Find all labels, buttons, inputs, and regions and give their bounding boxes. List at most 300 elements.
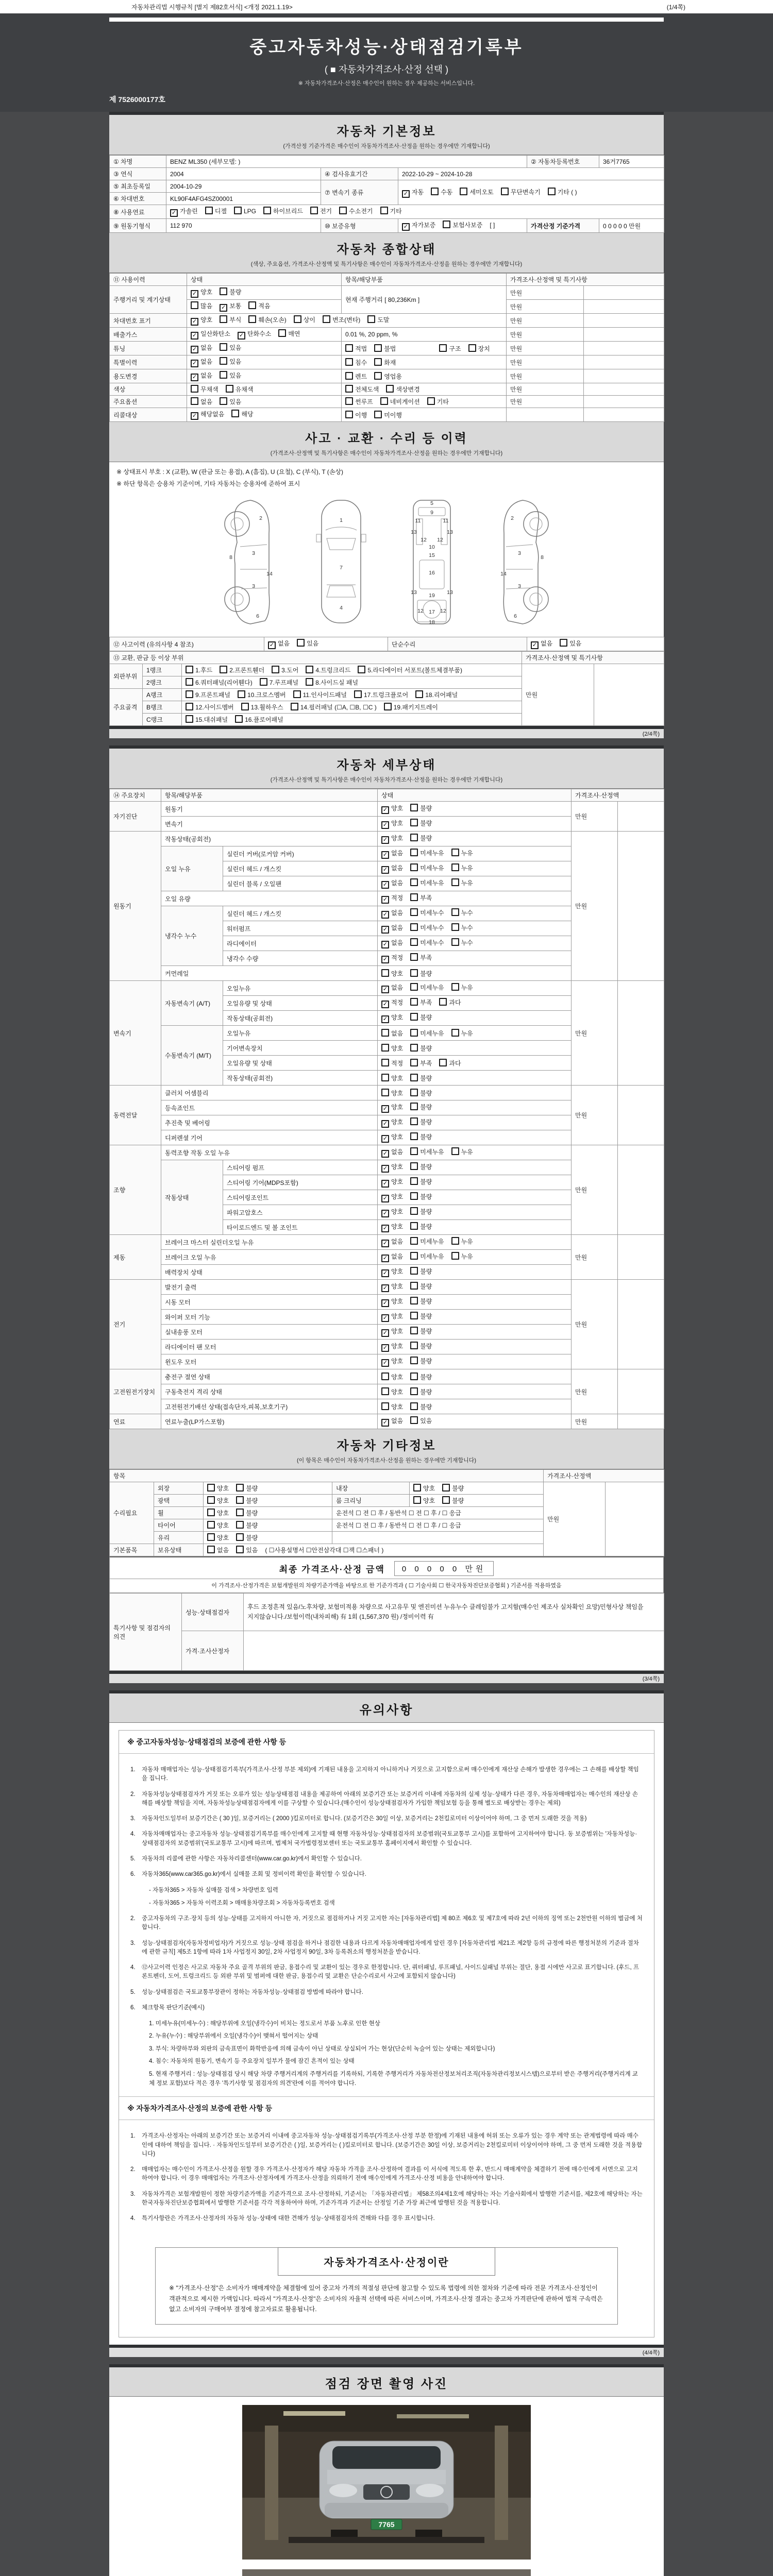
checkbox-label: 있음 [420, 1417, 432, 1425]
checkbox-label: 없음 [200, 372, 213, 379]
svg-text:4: 4 [340, 605, 343, 611]
checkbox-label: 양호 [391, 1074, 404, 1082]
price-header: 가격조사·산정액 및 특기사항 [522, 652, 664, 664]
state-cell [187, 355, 342, 369]
checkbox-option [381, 849, 403, 859]
checkbox-group [381, 1014, 439, 1021]
checkbox-option [451, 1029, 473, 1038]
notice-item-number: 2. [130, 1791, 136, 1798]
table-row [110, 286, 664, 300]
checkbox-option [272, 666, 298, 674]
checkbox-icon [410, 1177, 418, 1185]
row-label: 색상 [110, 383, 187, 396]
rank-label: 2랭크 [143, 676, 182, 689]
row-label: 주행거리 및 계기상태 [110, 286, 187, 314]
checkbox-icon [191, 397, 198, 405]
rank-label: A랭크 [143, 689, 182, 701]
table-row [110, 1145, 664, 1160]
overall-header [109, 233, 664, 273]
checkbox-option [207, 1546, 229, 1554]
item-label: 고전원전기배선 상태(접속단자,피복,보호기구) [161, 1399, 378, 1414]
state-cell [378, 1354, 572, 1369]
notice-item-text: 성능·상태점검자(자동차정비업자)가 거짓으로 성능·상태 점검을 하거나 점검한 내용과 다르게 자동차매매업자에게 알린 경우 [자동차관리법 제21조 제2항 등의 규정에 따른 행정처분의 기준과 절차에 관한 규칙] 제5조 1항에 따라 1차 사업정지 30일, 2차 사업정지 90일, 3차 등록취소의 행정처분을 받습니다. [142, 1940, 639, 1955]
checkbox-option [381, 1402, 403, 1411]
checkbox-option [220, 397, 241, 406]
note-cell [584, 342, 664, 355]
checkbox-icon [248, 315, 256, 323]
checkbox-group [345, 386, 427, 393]
field-value: 36거7765 [599, 156, 664, 168]
checkbox-icon [384, 703, 392, 710]
checkbox-label: 불량 [420, 1403, 432, 1411]
field-label: ③ 연식 [110, 168, 166, 180]
notice-item-number: 3. [130, 1940, 136, 1946]
device-group-label: 자기진단 [110, 802, 161, 832]
field-label: ② 자동차등록번호 [527, 156, 599, 168]
checkbox-option [191, 287, 212, 298]
final-price-label: 최종 가격조사·산정 금액 [279, 1565, 385, 1574]
table-row [110, 205, 664, 219]
state-cell [378, 1369, 572, 1384]
checkbox-label: 미세누유 [420, 1253, 444, 1260]
checkbox-option [170, 207, 198, 217]
checkbox-label: 불량 [420, 1223, 432, 1230]
rank-options [182, 701, 522, 714]
checkbox-group [381, 1090, 439, 1097]
checkbox-icon [442, 1496, 450, 1504]
checkbox-option [451, 923, 473, 932]
checkbox-option [410, 1252, 444, 1261]
checkbox-option [291, 703, 377, 711]
svg-text:16: 16 [429, 570, 435, 576]
svg-text:3: 3 [252, 550, 255, 556]
checkbox-icon [207, 1546, 215, 1553]
checkbox-icon [367, 315, 375, 323]
checkbox-label: 없음 [391, 1417, 404, 1425]
checkbox-label: 미세누유 [420, 1148, 444, 1156]
checkbox-checked-icon: ✓ [381, 851, 389, 859]
svg-text:5: 5 [430, 500, 433, 506]
checkbox-label: 미이행 [384, 411, 402, 419]
checkbox-group [207, 1510, 265, 1517]
checkbox-group [186, 679, 365, 686]
checkbox-label: 이행 [355, 411, 367, 419]
checkbox-group [381, 850, 480, 857]
item-label: 배력장치 상태 [161, 1265, 378, 1280]
passenger-car-note: ※ 하단 항목은 승용차 기준이며, 기타 자동차는 승용차에 준하여 표시 [116, 480, 300, 487]
sheet-page-1 [109, 112, 664, 729]
checkbox-label: 불량 [420, 1328, 432, 1335]
checkbox-option [451, 1252, 473, 1261]
checkbox-label: 불량 [420, 1044, 432, 1052]
checkbox-label: 누수 [461, 924, 473, 931]
sheet-page-3 [109, 1690, 664, 2348]
checkbox-icon [451, 938, 459, 946]
checkbox-label: 양호 [391, 1298, 404, 1305]
checkbox-checked-icon: ✓ [191, 374, 198, 381]
checkbox-group [381, 1358, 439, 1365]
notice-item-number: 4. [130, 1831, 136, 1838]
checkbox-label: 불량 [420, 805, 432, 812]
checkbox-checked-icon: ✓ [402, 223, 410, 231]
checkbox-checked-icon: ✓ [531, 641, 539, 649]
state-cell [378, 1130, 572, 1145]
checkbox-option [236, 1546, 258, 1554]
price-base-value: 0 0 0 0 0 만원 [599, 219, 664, 233]
checkbox-icon [451, 1147, 459, 1155]
sub-group-label: 수동변속기 (M/T) [161, 1026, 223, 1086]
basic-info-table [109, 155, 664, 233]
table-row [110, 981, 664, 996]
checkbox-icon [415, 690, 423, 698]
notice-item-text: 자동차의 리콜에 관한 사항은 자동차리콜센터(www.car.go.kr)에서 확인할 수 있습니다. [142, 1855, 362, 1862]
checkbox-option [442, 1484, 464, 1493]
checkbox-label: 누유 [461, 850, 473, 857]
row-label: 용도변경 [110, 369, 187, 383]
item-cell [342, 369, 507, 383]
checkbox-group [381, 1223, 439, 1230]
state-cell [378, 802, 572, 817]
state-cell [378, 817, 572, 832]
checkbox-group [191, 386, 261, 393]
note-cell [618, 802, 664, 832]
table-row [110, 1369, 664, 1384]
sheet-page-2 [109, 745, 664, 1674]
checkbox-label: 자가보증 [412, 222, 436, 229]
checkbox-label: 양호 [391, 1014, 404, 1021]
checkbox-icon [191, 385, 198, 393]
col-device: ⑭ 주요장치 [110, 789, 161, 802]
state-cell [378, 1056, 572, 1071]
price-cell: 만원 [572, 832, 618, 981]
notice-item-text: ⑫사고이력 인정은 사고로 자동차 주요 골격 부위의 판금, 용접수리 및 교환이 있는 경우로 한정합니다. 단, 쿼터패널, 루프패널, 사이드실패널 부위는 절단, 용접 시에만 사고로 표기합니다. (후드, 프론트펜더, 도어, 트렁크리드 등 외판 부위 및 범퍼에 대한 판금, 용접수리 및 교환은 단순수리로서 사고에 포함되지 않습니다) [142, 1964, 640, 1980]
checkbox-icon [548, 188, 556, 195]
checkbox-label: 썬루프 [355, 398, 373, 405]
checkbox-label: 불량 [420, 1388, 432, 1396]
checkbox-option [220, 666, 264, 674]
item-label: 실린더 블록 / 오일팬 [223, 876, 378, 891]
checkbox-option [410, 923, 444, 932]
checkbox-label: 불량 [420, 970, 432, 977]
checkbox-option [410, 1402, 432, 1411]
checkbox-group [381, 954, 439, 961]
checkbox-option [410, 849, 444, 857]
item-label: 실린더 커버(로커암 커버) [223, 846, 378, 861]
checkbox-option [410, 1357, 432, 1365]
checkbox-option [531, 639, 552, 649]
checkbox-label: 구조 [449, 345, 461, 352]
checkbox-group [345, 398, 456, 405]
checkbox-label: 누유 [461, 879, 473, 887]
checkbox-icon [443, 221, 450, 228]
checkbox-icon [410, 1132, 418, 1140]
checkbox-option [191, 329, 230, 340]
checkbox-option [381, 1372, 403, 1381]
checkbox-group [381, 909, 480, 917]
state-cell [187, 369, 342, 383]
checkbox-group [381, 1133, 439, 1141]
final-price-note: 이 가격조사·산정가격은 보험개발원의 차량기준가액을 바탕으로 한 기준가격과 ( ☐ 기술사회 ☐ 한국자동차진단보증협회 ) 기준서를 적용하였음 [109, 1579, 664, 1593]
item-label: 실린더 헤드 / 개스킷 [223, 861, 378, 876]
item-label: 외장 [154, 1482, 204, 1495]
state-cell [378, 936, 572, 951]
checkbox-group [207, 1547, 265, 1554]
item-label: 오일유량 및 상태 [223, 996, 378, 1011]
checkbox-option [381, 1044, 403, 1053]
svg-text:2: 2 [259, 515, 262, 521]
state-cell [204, 1532, 332, 1544]
checkbox-label: 양호 [200, 289, 213, 296]
checkbox-option [345, 385, 379, 394]
checkbox-option [410, 1342, 432, 1350]
accident-title: 사고 · 교환 · 수리 등 이력 [305, 432, 468, 446]
checkbox-icon [410, 983, 418, 991]
checkbox-label: 변조(변타) [332, 316, 361, 324]
field-value [166, 205, 664, 219]
checkbox-icon [220, 397, 227, 405]
notice-header [109, 1693, 664, 1723]
checkbox-option [238, 690, 286, 699]
checkbox-icon [410, 804, 418, 811]
checkbox-checked-icon: ✓ [381, 1180, 389, 1188]
checkbox-group [381, 1283, 439, 1290]
checkbox-icon [439, 344, 447, 352]
item-label: 파워고압호스 [223, 1205, 378, 1220]
notice-item-text: 자동차 매매업자는 성능·상태점검기록부(가격조사·산정 부분 제외)에 기재된 내용을 고지하지 아니하거나 거짓으로 고지함으로써 매수인에게 재산상 손해가 발생한 경우에는 그 손해를 배상할 책임을 집니다. [142, 1767, 639, 1782]
item-label: 휠 [154, 1507, 204, 1519]
checkbox-label: 부식 [229, 316, 242, 324]
price-cell: 만원 [507, 300, 584, 314]
position-cell [332, 1532, 544, 1544]
photos-title: 점검 장면 촬영 사진 [325, 2377, 448, 2391]
item-label: 룸 크리닝 [332, 1495, 410, 1507]
notice-item-number: 1. [130, 2133, 136, 2140]
note-cell [594, 664, 664, 726]
checkbox-label: 양호 [391, 835, 404, 842]
rank-label: 1랭크 [143, 664, 182, 676]
checkbox-label: 매연 [288, 330, 300, 337]
checkbox-option [248, 315, 286, 324]
checkbox-label: 없음 [200, 398, 213, 405]
svg-text:3: 3 [518, 583, 521, 589]
device-group-label: 연료 [110, 1414, 161, 1429]
checkbox-option [381, 819, 403, 829]
checkbox-group [381, 1148, 480, 1156]
checkbox-group [381, 1374, 439, 1381]
svg-text:7: 7 [340, 565, 343, 571]
checkbox-icon [410, 938, 418, 946]
document-number: 제 7526000177호 [109, 95, 165, 104]
checkbox-label: 불량 [246, 1497, 258, 1504]
checkbox-icon [260, 678, 267, 686]
item-label: 기어변속장치 [223, 1041, 378, 1056]
checkbox-group [381, 1253, 480, 1260]
hold-extra: ( ☐사용설명서 ☐안전삼각대 ☐잭 ☐스패너 ) [265, 1547, 384, 1554]
checkbox-checked-icon: ✓ [381, 1344, 389, 1352]
checkbox-option [345, 372, 367, 381]
table-row [110, 832, 664, 846]
notice-item-number: 6. [130, 1871, 136, 1877]
svg-text:14: 14 [500, 571, 507, 577]
checkbox-label: 양호 [391, 1313, 404, 1320]
checkbox-label: 가솔린 [180, 208, 198, 215]
checkbox-icon [410, 1117, 418, 1125]
checkbox-label: 불량 [420, 1014, 432, 1021]
checkbox-label: 침수 [355, 359, 367, 366]
notice-item-text: 자동차성능상태점검자가 거짓 또는 오류가 있는 성능상태점검 내용을 제공하여 아래의 보증기간 또는 보증거리 이내에 자동차의 실제 성능·상태가 다른 경우, 자동차매매업자는 매수인의 재산상 손해를 배상할 책임을 지며, 자동차성능상태점검자에게 이를 구상할 수 있습니다.(매수인이 성능상태점검자가 가입한 책임보험 등을 통해 별도로 배상받는 경우는 제외) [142, 1791, 638, 1806]
col-state: 상태 [378, 789, 572, 802]
notice-item-text: 자동차매매업자는 중고자동차 성능·상태점검기록부를 매수인에게 고지할 때 현행 자동차성능·상태점검자의 보증범위(국토교통부 고시)를 포함하여 고지하여야 합니다. 동 보증범위는 '자동차성능·상태점검자의 보증범위'(국토교통부 고시)에 따르며, 법제처 국가법령정보센터 또는 국토교통부 홈페이지에서 확인할 수 있습니다. [142, 1831, 637, 1846]
checkbox-icon [220, 287, 227, 295]
note-cell [618, 1280, 664, 1369]
checkbox-option [410, 969, 432, 978]
notice-sub-item: 3. 부식: 차량하부와 외판의 금속표면이 화학반응에 의해 금속이 아닌 상태로 상실되어 가는 현상(단순히 녹슬어 있는 상태는 제외합니다) [149, 2045, 495, 2052]
item-label: 광택 [154, 1495, 204, 1507]
checkbox-icon [294, 315, 301, 323]
checkbox-icon [345, 344, 353, 352]
checkbox-label: 양호 [391, 1118, 404, 1126]
checkbox-option [339, 207, 373, 215]
header-row [110, 274, 664, 286]
checkbox-label: 양호 [391, 1193, 404, 1200]
checkbox-icon [410, 878, 418, 886]
checkbox-option [186, 715, 228, 724]
checkbox-icon [345, 411, 353, 418]
col-item: 항목/해당부품 [342, 274, 507, 286]
checkbox-group [381, 999, 468, 1006]
car-diagram-top [310, 497, 372, 630]
page-number-4: (4/4쪽) [109, 2348, 664, 2357]
svg-text:11: 11 [415, 518, 421, 524]
checkbox-option [381, 804, 403, 814]
checkbox-option [207, 1509, 229, 1517]
table-row [110, 342, 664, 355]
state-cell [204, 1482, 332, 1495]
checkbox-group [345, 373, 409, 380]
checkbox-label: 유채색 [235, 386, 254, 393]
item-label: 타이어 [154, 1519, 204, 1532]
state-cell [378, 1041, 572, 1056]
checkbox-checked-icon: ✓ [170, 209, 178, 217]
price-cell [507, 408, 584, 422]
checkbox-group [191, 344, 248, 351]
checkbox-label: 없음 [391, 924, 404, 931]
price-cell: 만원 [572, 1086, 618, 1145]
checkbox-option [384, 703, 438, 711]
checkbox-icon [410, 1237, 418, 1245]
price-cell: 만원 [507, 355, 584, 369]
notice-item-text: 성능·상태점검은 국토교통부장관이 정하는 자동차성능·상태점검 방법에 따라야 합니다. [142, 1989, 363, 1995]
checkbox-icon [410, 863, 418, 871]
checkbox-checked-icon: ✓ [381, 1001, 389, 1008]
checkbox-option [235, 715, 283, 724]
field-label: ④ 검사유효기간 [321, 168, 398, 180]
checkbox-option [374, 344, 396, 353]
car-diagram-side-left [220, 497, 281, 630]
checkbox-label: 양호 [423, 1485, 435, 1492]
notice-item [130, 1870, 643, 1879]
item-label: 추진축 및 베어링 [161, 1115, 378, 1130]
checkbox-option [381, 1237, 403, 1247]
checkbox-icon [439, 1059, 447, 1066]
svg-text:8: 8 [229, 554, 232, 561]
item-label: 스티어링조인트 [223, 1190, 378, 1205]
checkbox-option [381, 1207, 403, 1217]
status-code-legend: ※ 상태표시 부호 : X (교환), W (판금 또는 용접), A (흠집), U (요철), C (부식), T (손상) [116, 468, 343, 476]
notice-item-text: 매매업자는 매수인이 가격조사·산정을 원할 경우 가격조사·산정자가 해당 자동차 가격을 조사·산정하여 결과를 이 서식에 적도록 한 후, 반드시 매매계약을 체결하기 전에 매수인에게 서면으로 고지하여야 합니다. 이 경우 매매업자는 가격조사·산정자에게 가격조사·산정을 의뢰하기 전에 매수인에게 가격조사·산정 비용을 안내하여야 합니다. [142, 2166, 638, 2182]
checkbox-group [381, 1388, 439, 1396]
checkbox-label: 양호 [217, 1534, 229, 1541]
checkbox-icon [451, 1252, 459, 1260]
checkbox-label: 불량 [420, 1343, 432, 1350]
checkbox-option [410, 1074, 432, 1082]
checkbox-icon [238, 690, 245, 698]
page-number-3: (3/4쪽) [109, 1674, 664, 1683]
checkbox-icon [236, 1484, 244, 1492]
state-cell [378, 996, 572, 1011]
item-label: 브레이크 마스터 실린더오일 누유 [161, 1235, 378, 1250]
checkbox-group [186, 716, 291, 723]
checkbox-icon [410, 1312, 418, 1319]
note-cell [584, 383, 664, 396]
checkbox-icon [451, 908, 459, 916]
checkbox-checked-icon: ✓ [381, 881, 389, 889]
note-cell [618, 1086, 664, 1145]
notice-block1-title: ※ 중고자동차성능·상태점검의 보증에 관한 사항 등 [119, 1731, 654, 1754]
checkbox-checked-icon: ✓ [381, 1135, 389, 1143]
note-cell [584, 314, 664, 328]
checkbox-checked-icon: ✓ [381, 1329, 389, 1337]
checkbox-label: 양호 [391, 1178, 404, 1185]
checkbox-group [381, 984, 480, 991]
price-cell: 만원 [507, 396, 584, 408]
checkbox-label: 훼손(오손) [258, 316, 287, 324]
field-value: 2004-10-29 [166, 180, 321, 193]
state-cell [187, 300, 342, 314]
checkbox-option [410, 908, 444, 917]
checkbox-option [410, 1416, 432, 1425]
checkbox-label: 렌트 [355, 372, 367, 380]
checkbox-option [374, 372, 402, 381]
state-cell [187, 383, 342, 396]
item-label: 실내송풍 모터 [161, 1325, 378, 1340]
checkbox-label: LPG [243, 208, 256, 215]
checkbox-icon [410, 1147, 418, 1155]
checkbox-icon [410, 1387, 418, 1395]
checkbox-option [410, 938, 444, 947]
detail-subtitle: (가격조사·산정액 및 특기사항은 매수인이 자동차가격조사·산정을 원하는 경우에만 기재합니다) [270, 777, 503, 783]
price-cell: 만원 [507, 328, 584, 342]
checkbox-label: 미세누수 [420, 909, 444, 917]
checkbox-option [236, 1484, 258, 1493]
state-cell [378, 846, 572, 861]
table-row [110, 396, 664, 408]
svg-text:12: 12 [421, 537, 427, 543]
checkbox-icon [410, 1013, 418, 1021]
notice-item-text: 자동차인도일부터 보증기간은 ( 30 )일, 보증거리는 ( 2000 )킬로미터로 합니다. (보증기간은 30일 이상, 보증거리는 2천킬로미터 이상이어야 하며, 그 중 먼저 도래한 것을 적용) [142, 1816, 587, 1822]
checkbox-group [186, 691, 465, 699]
checkbox-option [410, 893, 432, 902]
price-cell: 만원 [507, 342, 584, 355]
note-cell [584, 300, 664, 314]
checkbox-option [381, 1312, 403, 1322]
notice-item-text: 자동차가격은 보험개발원이 정한 차량기준가액을 기준가격으로 조사·산정하되, 기준서는 「자동차관리법」 제58조의4제1호에 해당하는 자는 기술사회에서 발행한 기준서를, 제2호에 해당하는 자는 한국자동차진단보증협회에서 발행한 기준서를 각각 적용하여야 하며, 기준가격과 기준서는 산정일 기준 가장 최근에 발행된 것을 적용합니다. [142, 2191, 643, 2206]
checkbox-label: 네비게이션 [390, 398, 420, 405]
price-cell: 만원 [522, 664, 594, 726]
checkbox-label: 해당 [241, 411, 254, 418]
checkbox-option [381, 1267, 403, 1277]
overall-title: 자동차 종합상태 [337, 243, 436, 257]
